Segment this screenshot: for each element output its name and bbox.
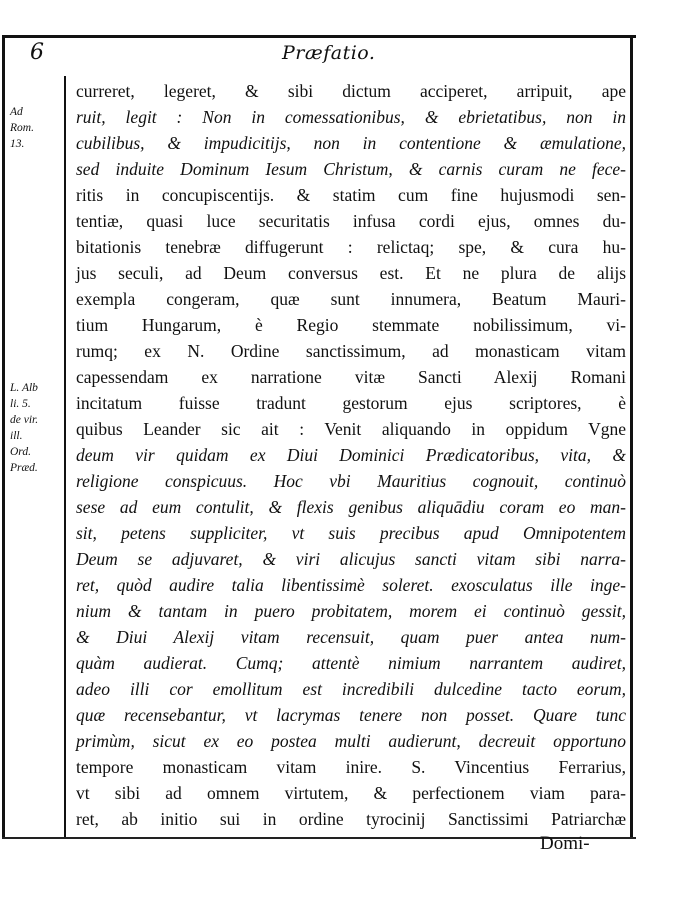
right-border — [630, 35, 633, 838]
text-line: & Diui Alexij vitam recensuit, quam puer antea num- — [76, 627, 626, 647]
text-line: religione conspicuus. Hoc vbi Mauritius cognouit, continuò — [76, 471, 626, 491]
left-border — [2, 35, 5, 838]
text-line: quibus Leander sic ait : Venit aliquando in oppidum Vgne — [76, 419, 626, 439]
running-head: Præfatio. — [282, 42, 376, 64]
text-line: vt sibi ad omnem virtutem, & perfectionem viam para- — [76, 783, 626, 803]
margin-note-line: Ad — [10, 106, 23, 118]
text-line: adeo illi cor emollitum est incredibili dulcedine tacto eorum, — [76, 679, 626, 699]
margin-note-line: de vir. — [10, 414, 39, 426]
text-line: tentiæ, quasi luce securitatis infusa cordi ejus, omnes du- — [76, 211, 626, 231]
text-line: quæ recensebantur, vt lacrymas tenere non posset. Quare tunc — [76, 705, 626, 725]
margin-note-l-alb — [10, 380, 62, 476]
text-line: exempla congeram, quæ sunt innumera, Beatum Mauri- — [76, 289, 626, 309]
text-line: curreret, legeret, & sibi dictum acciperet, arripuit, ape — [76, 81, 626, 101]
text-line: jus seculi, ad Deum conversus est. Et ne plura de alijs — [76, 263, 626, 283]
margin-note-line: 13. — [10, 138, 25, 150]
margin-note-line: ill. — [10, 430, 23, 442]
text-line: sit, petens suppliciter, vt suis precibus apud Omnipotentem — [76, 523, 626, 543]
text-line: incitatum fuisse tradunt gestorum ejus scriptores, è — [76, 393, 626, 413]
text-line: primùm, sicut ex eo postea multi audierunt, decreuit opportuno — [76, 731, 626, 751]
text-line: deum vir quidam ex Diui Dominici Prædicatoribus, vita, & — [76, 445, 626, 465]
text-line: capessendam ex narratione vitæ Sancti Alexij Romani — [76, 367, 626, 387]
text-line: Deum se adjuvaret, & viri alicujus sancti vitam sibi narra- — [76, 549, 626, 569]
margin-note-line: Ord. — [10, 446, 31, 458]
text-line: ruit, legit : Non in comessationibus, & ebrietatibus, non in — [76, 107, 626, 127]
catchword: Domi- — [540, 833, 590, 854]
margin-note-line: Rom. — [10, 122, 34, 134]
text-line: sed induite Dominum Iesum Christum, & carnis curam ne fece- — [76, 159, 626, 179]
text-line: ret, quòd audire talia libentissimè soleret. exosculatus ille inge- — [76, 575, 626, 595]
text-line: ritis in concupiscentijs. & statim cum fine hujusmodi sen- — [76, 185, 626, 205]
margin-note-line: li. 5. — [10, 398, 31, 410]
margin-note-ad-rom — [10, 104, 62, 152]
text-line: bitationis tenebræ diffugerunt : relictaq; spe, & cura hu- — [76, 237, 626, 257]
body-text — [76, 78, 626, 832]
text-line: quàm audierat. Cumq; attentè nimium narrantem audiret, — [76, 653, 626, 673]
margin-rule — [64, 76, 66, 837]
text-line: sese ad eum contulit, & flexis genibus aliquādiu coram eo man- — [76, 497, 626, 517]
text-line: cubilibus, & impudicitijs, non in contentione & æmulatione, — [76, 133, 626, 153]
margin-note-line: Præd. — [10, 462, 38, 474]
text-line: rumq; ex N. Ordine sanctissimum, ad monasticam vitam — [76, 341, 626, 361]
text-line: nium & tantam in puero probitatem, morem ei continuò gessit, — [76, 601, 626, 621]
text-line: ret, ab initio sui in ordine tyrocinij Sanctissimi Patriarchæ — [76, 809, 626, 829]
page-number: 6 — [30, 40, 44, 65]
margin-note-line: L. Alb — [10, 382, 38, 394]
top-rule — [2, 35, 636, 38]
text-line: tempore monasticam vitam inire. S. Vincentius Ferrarius, — [76, 757, 626, 777]
text-line: tium Hungarum, è Regio stemmate nobilissimum, vi- — [76, 315, 626, 335]
